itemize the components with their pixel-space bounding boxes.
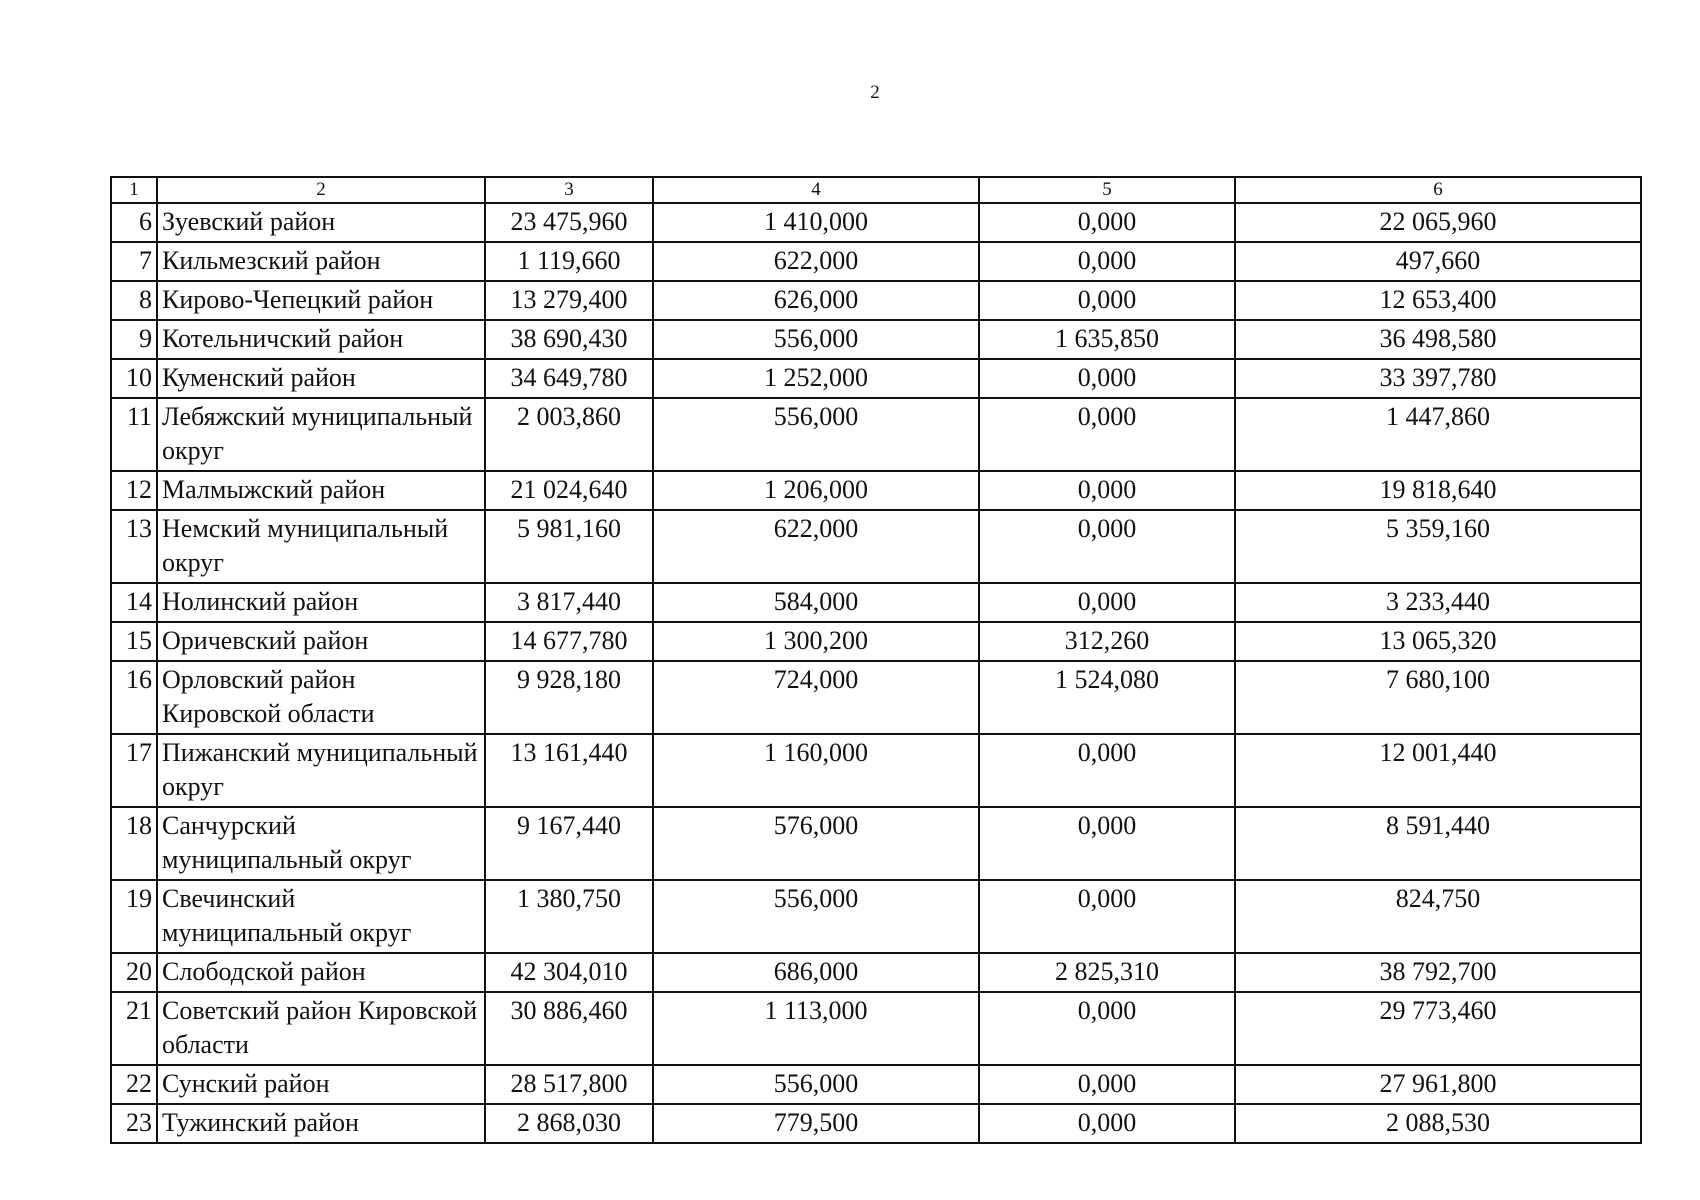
district-name: Тужинский район (157, 1104, 485, 1143)
value-col4: 1 160,000 (653, 734, 979, 807)
district-name: Лебяжский муниципальный округ (157, 398, 485, 471)
column-header: 5 (979, 177, 1235, 203)
value-col4: 626,000 (653, 281, 979, 320)
value-col6: 36 498,580 (1235, 320, 1641, 359)
value-col4: 1 206,000 (653, 471, 979, 510)
district-name: Зуевский район (157, 203, 485, 242)
value-col3: 30 886,460 (485, 992, 653, 1065)
row-number: 23 (111, 1104, 157, 1143)
row-number: 8 (111, 281, 157, 320)
value-col3: 34 649,780 (485, 359, 653, 398)
value-col6: 7 680,100 (1235, 661, 1641, 734)
value-col3: 9 167,440 (485, 807, 653, 880)
value-col6: 824,750 (1235, 880, 1641, 953)
district-name: Нолинский район (157, 583, 485, 622)
value-col6: 497,660 (1235, 242, 1641, 281)
table-row (111, 992, 1641, 1065)
value-col5: 0,000 (979, 1104, 1235, 1143)
row-number: 9 (111, 320, 157, 359)
value-col6: 5 359,160 (1235, 510, 1641, 583)
district-name: Сунский район (157, 1065, 485, 1104)
district-name: Орловский район Кировской области (157, 661, 485, 734)
value-col5: 312,260 (979, 622, 1235, 661)
district-name: Немский муниципальный округ (157, 510, 485, 583)
column-header: 4 (653, 177, 979, 203)
table-row (111, 471, 1641, 510)
value-col5: 0,000 (979, 1065, 1235, 1104)
row-number: 22 (111, 1065, 157, 1104)
table-row (111, 1065, 1641, 1104)
value-col6: 27 961,800 (1235, 1065, 1641, 1104)
district-name: Оричевский район (157, 622, 485, 661)
value-col3: 1 380,750 (485, 880, 653, 953)
table-row (111, 661, 1641, 734)
value-col5: 0,000 (979, 359, 1235, 398)
value-col3: 38 690,430 (485, 320, 653, 359)
value-col4: 622,000 (653, 242, 979, 281)
table-row (111, 359, 1641, 398)
value-col4: 556,000 (653, 880, 979, 953)
district-name: Кильмезский район (157, 242, 485, 281)
value-col5: 1 524,080 (979, 661, 1235, 734)
value-col6: 12 001,440 (1235, 734, 1641, 807)
value-col4: 1 410,000 (653, 203, 979, 242)
value-col6: 29 773,460 (1235, 992, 1641, 1065)
value-col3: 1 119,660 (485, 242, 653, 281)
page-number: 2 (870, 82, 880, 103)
row-number: 10 (111, 359, 157, 398)
row-number: 19 (111, 880, 157, 953)
value-col6: 19 818,640 (1235, 471, 1641, 510)
table-row (111, 510, 1641, 583)
district-name: Слободской район (157, 953, 485, 992)
value-col5: 2 825,310 (979, 953, 1235, 992)
value-col6: 33 397,780 (1235, 359, 1641, 398)
table-row (111, 398, 1641, 471)
row-number: 20 (111, 953, 157, 992)
value-col6: 3 233,440 (1235, 583, 1641, 622)
value-col4: 576,000 (653, 807, 979, 880)
value-col3: 42 304,010 (485, 953, 653, 992)
value-col3: 5 981,160 (485, 510, 653, 583)
row-number: 7 (111, 242, 157, 281)
value-col5: 0,000 (979, 398, 1235, 471)
row-number: 12 (111, 471, 157, 510)
table-row (111, 281, 1641, 320)
district-name: Санчурский муниципальный округ (157, 807, 485, 880)
table-row (111, 242, 1641, 281)
row-number: 11 (111, 398, 157, 471)
value-col3: 2 003,860 (485, 398, 653, 471)
table-row (111, 734, 1641, 807)
value-col5: 0,000 (979, 734, 1235, 807)
value-col5: 0,000 (979, 583, 1235, 622)
value-col3: 23 475,960 (485, 203, 653, 242)
value-col3: 28 517,800 (485, 1065, 653, 1104)
row-number: 15 (111, 622, 157, 661)
district-name: Советский район Кировской области (157, 992, 485, 1065)
value-col3: 3 817,440 (485, 583, 653, 622)
value-col6: 38 792,700 (1235, 953, 1641, 992)
value-col5: 0,000 (979, 242, 1235, 281)
row-number: 13 (111, 510, 157, 583)
value-col3: 2 868,030 (485, 1104, 653, 1143)
row-number: 18 (111, 807, 157, 880)
table-row (111, 583, 1641, 622)
table-row (111, 203, 1641, 242)
value-col5: 0,000 (979, 807, 1235, 880)
value-col3: 14 677,780 (485, 622, 653, 661)
district-name: Кирово-Чепецкий район (157, 281, 485, 320)
table-row (111, 1104, 1641, 1143)
table-row (111, 953, 1641, 992)
value-col4: 556,000 (653, 320, 979, 359)
value-col6: 12 653,400 (1235, 281, 1641, 320)
district-name: Малмыжский район (157, 471, 485, 510)
value-col5: 0,000 (979, 992, 1235, 1065)
value-col6: 13 065,320 (1235, 622, 1641, 661)
row-number: 21 (111, 992, 157, 1065)
row-number: 14 (111, 583, 157, 622)
row-number: 6 (111, 203, 157, 242)
value-col4: 1 113,000 (653, 992, 979, 1065)
value-col3: 13 279,400 (485, 281, 653, 320)
column-header: 2 (157, 177, 485, 203)
value-col3: 21 024,640 (485, 471, 653, 510)
district-name: Котельничский район (157, 320, 485, 359)
value-col5: 0,000 (979, 281, 1235, 320)
value-col4: 1 252,000 (653, 359, 979, 398)
value-col4: 779,500 (653, 1104, 979, 1143)
value-col4: 556,000 (653, 1065, 979, 1104)
value-col4: 584,000 (653, 583, 979, 622)
table-row (111, 622, 1641, 661)
row-number: 16 (111, 661, 157, 734)
column-header: 1 (111, 177, 157, 203)
value-col4: 556,000 (653, 398, 979, 471)
table-row (111, 320, 1641, 359)
table-header-row (111, 177, 1641, 203)
column-header: 6 (1235, 177, 1641, 203)
value-col3: 13 161,440 (485, 734, 653, 807)
value-col5: 1 635,850 (979, 320, 1235, 359)
value-col5: 0,000 (979, 203, 1235, 242)
value-col6: 1 447,860 (1235, 398, 1641, 471)
value-col4: 1 300,200 (653, 622, 979, 661)
value-col3: 9 928,180 (485, 661, 653, 734)
column-header: 3 (485, 177, 653, 203)
value-col5: 0,000 (979, 880, 1235, 953)
row-number: 17 (111, 734, 157, 807)
value-col5: 0,000 (979, 510, 1235, 583)
table-row (111, 880, 1641, 953)
value-col6: 22 065,960 (1235, 203, 1641, 242)
table-row (111, 807, 1641, 880)
district-name: Свечинский муниципальный округ (157, 880, 485, 953)
value-col5: 0,000 (979, 471, 1235, 510)
allocation-table (110, 176, 1642, 1144)
district-name: Пижанский муниципальный округ (157, 734, 485, 807)
value-col4: 622,000 (653, 510, 979, 583)
value-col6: 8 591,440 (1235, 807, 1641, 880)
value-col6: 2 088,530 (1235, 1104, 1641, 1143)
value-col4: 686,000 (653, 953, 979, 992)
value-col4: 724,000 (653, 661, 979, 734)
district-name: Куменский район (157, 359, 485, 398)
